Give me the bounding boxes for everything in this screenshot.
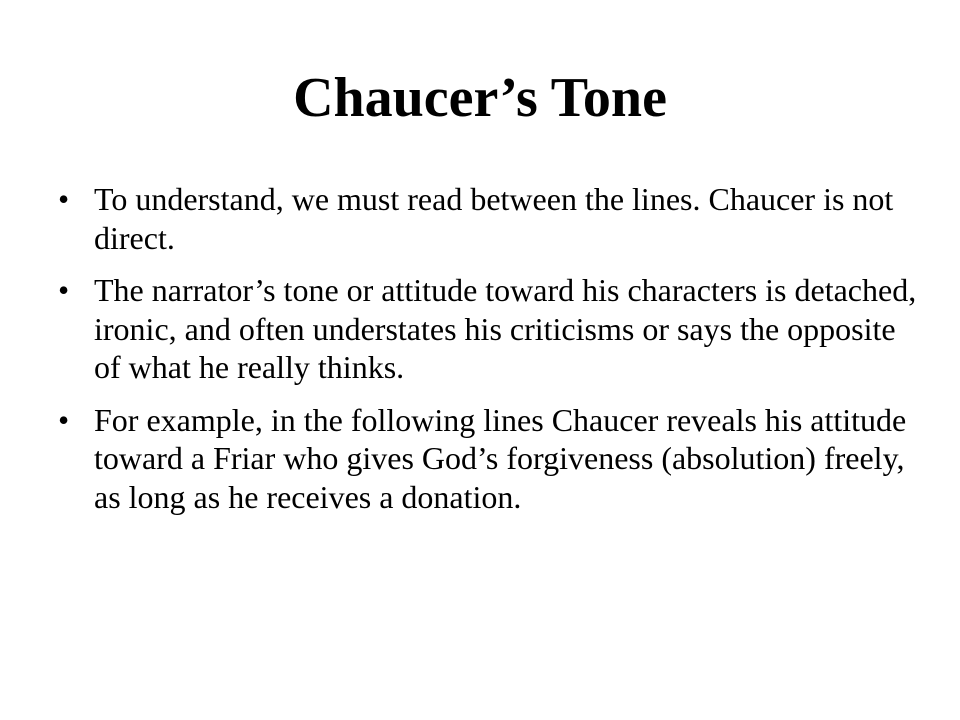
bullet-list xyxy=(58,180,918,530)
bullet-item xyxy=(58,271,918,387)
bullet-marker: • xyxy=(58,181,70,217)
slide-title: Chaucer’s Tone xyxy=(293,67,667,129)
bullet-item xyxy=(58,401,918,517)
bullet-text: To understand, we must read between the lines. Chaucer is not direct. xyxy=(94,181,894,256)
bullet-marker: • xyxy=(58,401,70,438)
bullet-text: For example, in the following lines Chaucer reveals his attitude toward a Friar who gives God’s forgiveness (absolution) freely, as long as he receives a donation. xyxy=(94,401,907,515)
bullet-marker: • xyxy=(58,272,70,308)
bullet-text: The narrator’s tone or attitude toward his characters is detached, ironic, and often understates his criticisms or says the opposite of what he really thinks. xyxy=(94,272,917,385)
bullet-item xyxy=(58,180,918,257)
